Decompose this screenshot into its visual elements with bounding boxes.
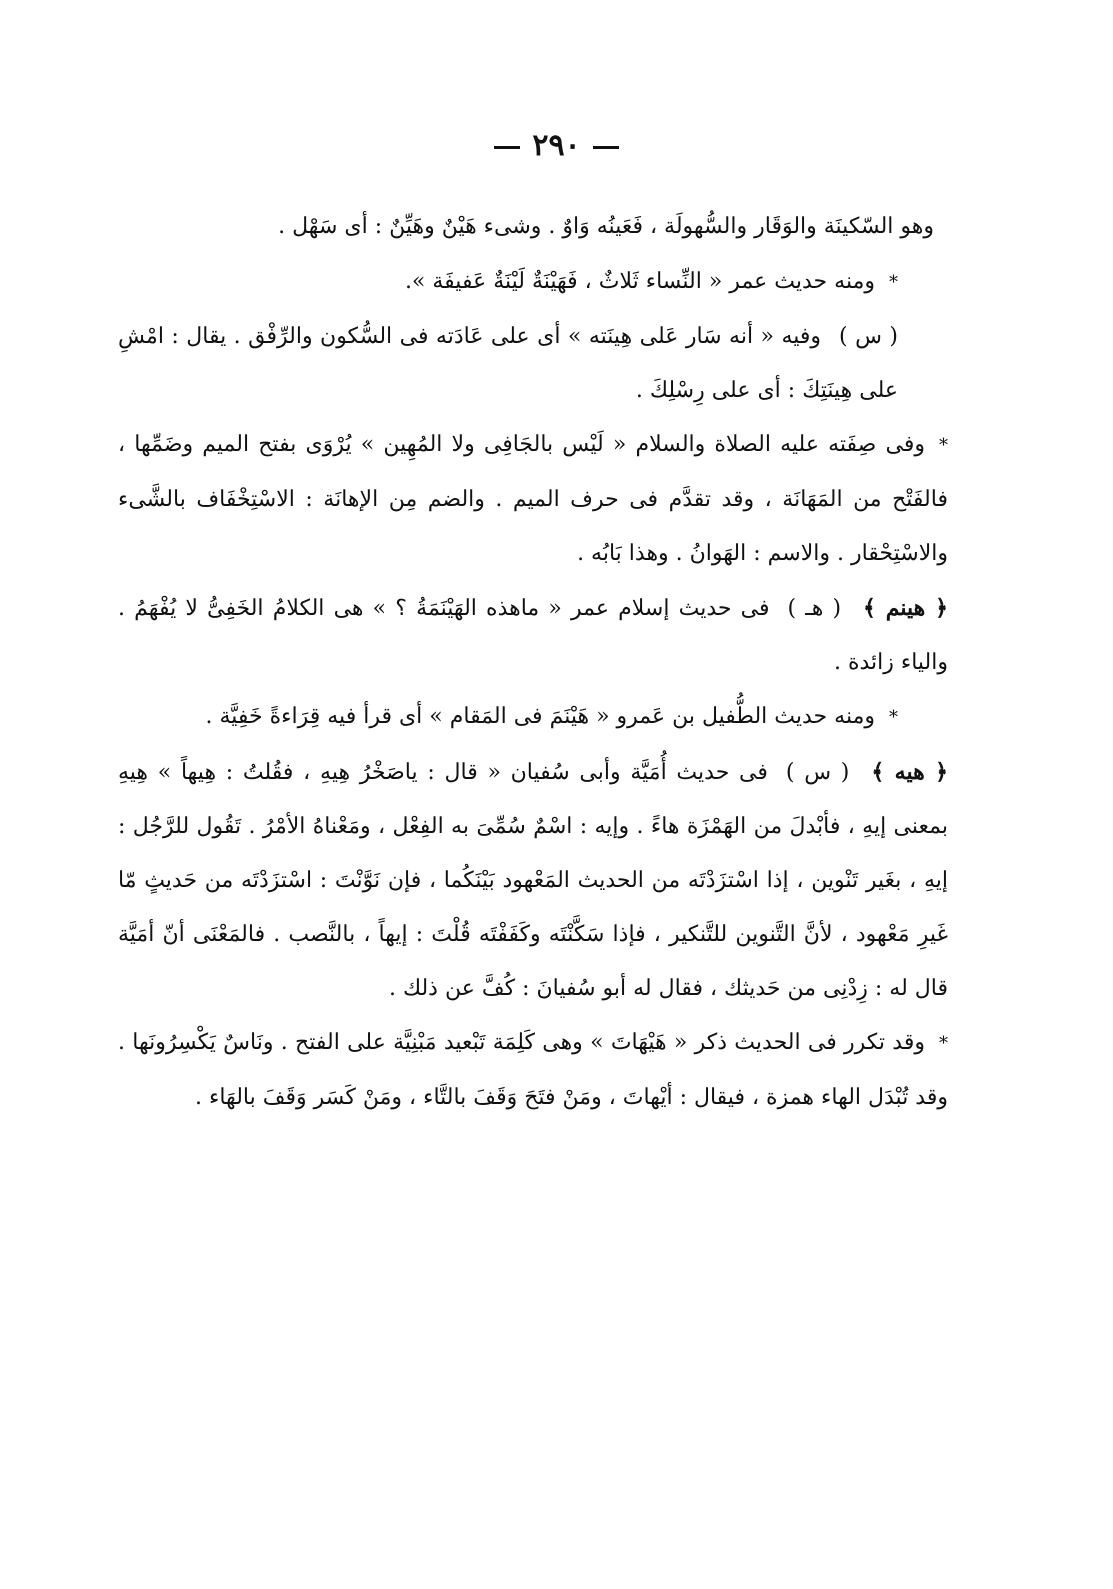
paragraph-text: وفيه « أنه سَار عَلى هِينَته » أى على عَادَته فى السُّكون والرِّفْق . يقال : امْشِ على هِينَتِكَ : أى على رِسْلِكَ . (118, 324, 898, 403)
page-number (0, 128, 1113, 163)
source-marker: ( س ) (785, 760, 850, 785)
source-marker: ( هـ ) (787, 596, 842, 621)
paragraph-4 (118, 418, 948, 581)
paragraph-1 (118, 200, 948, 255)
paragraph-8 (118, 1016, 948, 1125)
paragraph-5 (118, 581, 948, 690)
paragraph-text: فى حديث أُمَيَّة وأبى سُفيان « قال : ياصَخْرُ هِيهِ ، فقُلتُ : هِيهاً » هِيهِ بمعنى إيهِ ، فأبْدلَ من الهَمْزَة هاءً . وإيه : اسْمٌ سُمِّىَ به الفِعْل ، ومَعْناهُ الأمْرُ . تَقُول للرَّجُل : إيهِ ، بغَير تَنْوين ، إذا اسْتزَدْتَه من الحديث المَعْهود بَيْنَكُما ، فإن نَوَّنْتَ : اسْتزَدْتَه من حَديثٍ مّا غَيرِ مَعْهود ، لأنَّ التَّنوين للتَّنكير ، فإذا سَكَّنْتَه وكَفَفْتَه قُلْتَ : إيهاً ، بالنَّصب . فالمَعْنَى أنّ أمَيَّة قال له : زِدْنِى من حَديثك ، فقال له أبو سُفيانَ : كُفَّ عن ذلك . (118, 760, 948, 1001)
bullet-star: * (939, 1033, 948, 1054)
paragraph-6 (118, 690, 948, 745)
dash-left (494, 146, 520, 149)
entry-headword: ﴿ هيه ﴾ (871, 759, 949, 785)
source-marker: ( س ) (839, 324, 898, 349)
bullet-star: * (939, 435, 948, 456)
bullet-star: * (889, 272, 898, 293)
dash-right (593, 146, 619, 149)
paragraph-7 (118, 745, 948, 1016)
entry-text (118, 200, 948, 1125)
paragraph-text: ومنه حديث الطُّفيل بن عَمرو « هَيْنَمَ فى المَقام » أى قرأ فيه قِرَاءةً خَفِيَّة . (205, 704, 875, 729)
page-number-text: ٢٩٠ (532, 128, 581, 163)
paragraph-text: وفى صِفَته عليه الصلاة والسلام « لَيْس بالجَافِى ولا المُهِين » يُرْوَى بفتح الميم وضَمِّها ، فالفَتْح من المَهَانَة ، وقد تقدَّم فى حرف الميم . والضم مِن الإهانَة : الاسْتِخْفَاف بالشَّىء والاسْتِحْقار . والاسم : الهَوانُ . وهذا بَابُه . (118, 432, 948, 566)
paragraph-2 (118, 255, 948, 310)
paragraph-text: ومنه حديث عمر « النِّساء ثَلاثٌ ، فَهَيْنَةٌ لَيْنَةٌ عَفيفَة ». (404, 269, 875, 294)
bullet-star: * (889, 707, 898, 728)
paragraph-text: وهو السّكينَة والوَقَار والسُّهولَة ، فَعَينُه وَاوٌ . وشىء هَيْنٌ وهَيِّنٌ : أى سَهْل . (278, 214, 934, 239)
entry-headword: ﴿ هينم ﴾ (863, 595, 949, 621)
paragraph-text: فى حديث إسلام عمر « ماهذه الهَيْنَمَةُ ؟ » هى الكلامُ الخَفِىُّ لا يُفْهَمُ . والياء زائدة . (118, 596, 948, 675)
paragraph-3 (118, 310, 948, 418)
paragraph-text: وقد تكرر فى الحديث ذكر « هَيْهَاتَ » وهى كَلِمَة تَبْعيد مَبْنِيَّة على الفتح . ونَاسٌ يَكْسِرُونَها . وقد تُبْدَل الهاء همزة ، فيقال : أيْهاتَ ، ومَنْ فتَحَ وَقَفَ بالتَّاء ، ومَنْ كَسَر وَقَفَ بالهَاء . (118, 1030, 948, 1110)
